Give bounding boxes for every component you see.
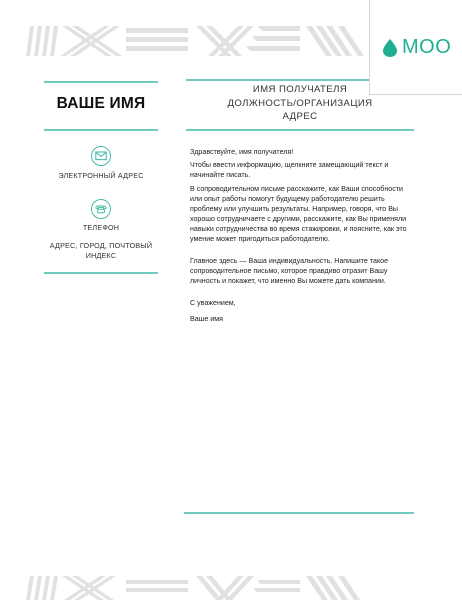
sidebar-rule-bottom bbox=[44, 272, 158, 274]
phone-label: ТЕЛЕФОН bbox=[82, 223, 120, 232]
address-label bbox=[44, 241, 158, 261]
letter-paragraph-1: Чтобы ввести информацию, щелкните замещающий текст и начинайте писать. bbox=[190, 161, 389, 179]
email-label: ЭЛЕКТРОННЫЙ АДРЕС bbox=[58, 171, 144, 180]
letter-paragraph-3: Главное здесь — Ваша индивидуальность. Напишите такое сопроводительное письмо, которое правдиво отразит Вашу личность и покажет, что именно Вы можете дать компании. bbox=[190, 257, 389, 285]
envelope-icon bbox=[91, 146, 111, 166]
sidebar-rule-top bbox=[44, 81, 158, 83]
recipient-title: ДОЛЖНОСТЬ/ОРГАНИЗАЦИЯ bbox=[227, 97, 373, 109]
drop-icon bbox=[383, 39, 397, 57]
letter-greeting: Здравствуйте, имя получателя! bbox=[190, 148, 294, 156]
letter-signature: Ваше имя bbox=[190, 315, 223, 323]
recipient-address: АДРЕС bbox=[282, 111, 318, 122]
sidebar-rule-middle bbox=[44, 129, 158, 131]
brand-logo bbox=[369, 0, 462, 95]
address-line-2: ИНДЕКС bbox=[85, 251, 117, 260]
address-line-1: АДРЕС, ГОРОД, ПОЧТОВЫЙ bbox=[49, 241, 153, 250]
letter-closing: С уважением, bbox=[190, 299, 236, 307]
letter-paragraph-2: В сопроводительном письме расскажите, как Ваши способности или опыт работы помогут будущему работодателю решить проблему или улучшить результаты. Например, говоря, что Вы хорошо сотрудничаете с другими, расскажите, как Вы применяли навыки сотрудничества во время стажировки, и поясните, как это умение может пригодиться работодателю. bbox=[190, 185, 407, 243]
recipient-block bbox=[186, 83, 414, 124]
sender-name: ВАШЕ ИМЯ bbox=[56, 95, 146, 112]
recipient-rule-bottom bbox=[186, 129, 414, 131]
decorative-pattern-bottom bbox=[0, 572, 462, 600]
recipient-rule-top bbox=[186, 79, 369, 81]
footer-rule bbox=[184, 512, 414, 514]
phone-icon bbox=[91, 199, 111, 219]
logo-text: MOO bbox=[402, 36, 452, 58]
recipient-name: ИМЯ ПОЛУЧАТЕЛЯ bbox=[252, 84, 348, 95]
